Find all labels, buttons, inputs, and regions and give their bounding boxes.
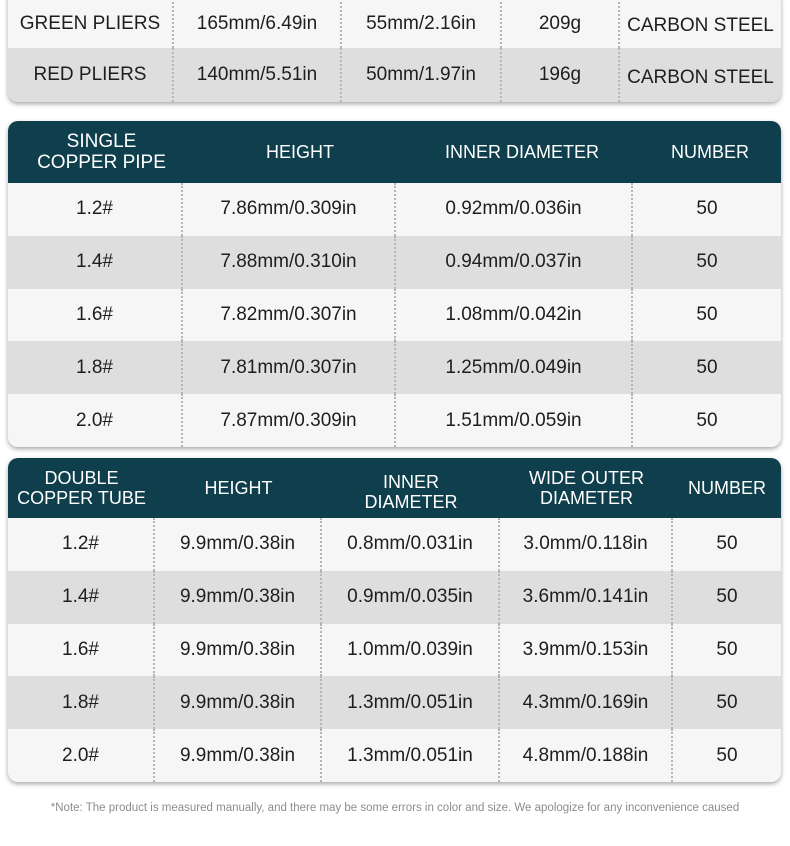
- table-row: [8, 341, 781, 394]
- header-inner-diameter: [322, 458, 500, 518]
- size-cell: 1.2#: [8, 518, 155, 571]
- height-cell: 7.88mm/0.310in: [183, 236, 396, 289]
- pliers-material-cell: CARBON STEEL: [627, 67, 774, 88]
- header-inner-diameter: INNER DIAMETER: [444, 142, 599, 162]
- header-outer-diameter: [500, 458, 673, 518]
- header-height: HEIGHT: [204, 478, 273, 498]
- pliers-weight-cell: 196g: [502, 48, 620, 102]
- height-cell: 9.9mm/0.38in: [155, 729, 322, 782]
- header-height: HEIGHT: [265, 142, 334, 162]
- pliers-weight-cell: 209g: [502, 0, 620, 48]
- table-row: [8, 394, 781, 447]
- table-row: [8, 289, 781, 342]
- inner-diameter-cell: 1.3mm/0.051in: [322, 729, 500, 782]
- pliers-spec-table: [8, 0, 781, 102]
- pliers-jaw-cell: 50mm/1.97in: [342, 48, 502, 102]
- header-type: [8, 458, 155, 518]
- table-header: [8, 121, 781, 183]
- inner-diameter-cell: 0.94mm/0.037in: [396, 236, 633, 289]
- height-cell: 9.9mm/0.38in: [155, 676, 322, 729]
- header-type-line2: COPPER PIPE: [37, 152, 166, 173]
- outer-diameter-cell: 4.3mm/0.169in: [500, 676, 673, 729]
- table-row: [8, 236, 781, 289]
- height-cell: 7.86mm/0.309in: [183, 183, 396, 236]
- height-cell: 7.87mm/0.309in: [183, 394, 396, 447]
- height-cell: 9.9mm/0.38in: [155, 518, 322, 571]
- pliers-name-cell: GREEN PLIERS: [8, 0, 174, 48]
- height-cell: 7.82mm/0.307in: [183, 289, 396, 342]
- inner-diameter-cell: 0.8mm/0.031in: [322, 518, 500, 571]
- number-cell: 50: [716, 691, 738, 713]
- size-cell: 1.6#: [8, 624, 155, 677]
- inner-diameter-cell: 1.3mm/0.051in: [322, 676, 500, 729]
- size-cell: 1.4#: [8, 236, 183, 289]
- pliers-jaw-cell: 55mm/2.16in: [342, 0, 502, 48]
- height-cell: 9.9mm/0.38in: [155, 624, 322, 677]
- pliers-material-cell: CARBON STEEL: [627, 15, 774, 36]
- inner-diameter-cell: 1.51mm/0.059in: [396, 394, 633, 447]
- inner-diameter-cell: 1.25mm/0.049in: [396, 341, 633, 394]
- table-row: [8, 48, 781, 102]
- pliers-length-cell: 140mm/5.51in: [174, 48, 342, 102]
- header-type-line1: SINGLE: [66, 131, 137, 152]
- number-cell: 50: [696, 303, 718, 325]
- table-row: [8, 571, 781, 624]
- outer-diameter-cell: 3.6mm/0.141in: [500, 571, 673, 624]
- pliers-name-cell: RED PLIERS: [8, 48, 174, 102]
- outer-diameter-cell: 4.8mm/0.188in: [500, 729, 673, 782]
- header-type: [8, 121, 195, 183]
- height-cell: 9.9mm/0.38in: [155, 571, 322, 624]
- size-cell: 2.0#: [8, 729, 155, 782]
- table-row: [8, 729, 781, 782]
- size-cell: 1.8#: [8, 341, 183, 394]
- height-cell: 7.81mm/0.307in: [183, 341, 396, 394]
- table-row: [8, 0, 781, 48]
- inner-diameter-cell: 0.92mm/0.036in: [396, 183, 633, 236]
- inner-diameter-cell: 1.0mm/0.039in: [322, 624, 500, 677]
- header-inner-line1: INNER: [382, 472, 439, 492]
- header-number: NUMBER: [687, 478, 766, 498]
- inner-diameter-cell: 1.08mm/0.042in: [396, 289, 633, 342]
- outer-diameter-cell: 3.0mm/0.118in: [500, 518, 673, 571]
- size-cell: 2.0#: [8, 394, 183, 447]
- header-outer-line2: DIAMETER: [539, 488, 633, 508]
- number-cell: 50: [696, 198, 718, 220]
- size-cell: 1.2#: [8, 183, 183, 236]
- header-outer-line1: WIDE OUTER: [529, 468, 644, 488]
- table-header: [8, 458, 781, 518]
- outer-diameter-cell: 3.9mm/0.153in: [500, 624, 673, 677]
- footnote: *Note: The product is measured manually, and there may be some errors in color and size. We apologize for any inconvenience caused: [50, 802, 740, 814]
- number-cell: 50: [696, 356, 718, 378]
- table-row: [8, 518, 781, 571]
- number-cell: 50: [716, 586, 738, 608]
- header-number: NUMBER: [670, 142, 749, 162]
- number-cell: 50: [696, 409, 718, 431]
- header-inner-line2: DIAMETER: [364, 492, 458, 512]
- table-row: [8, 676, 781, 729]
- pliers-length-cell: 165mm/6.49in: [174, 0, 342, 48]
- single-copper-pipe-table: [8, 121, 781, 447]
- size-cell: 1.6#: [8, 289, 183, 342]
- double-copper-tube-table: [8, 458, 781, 782]
- number-cell: 50: [716, 744, 738, 766]
- size-cell: 1.8#: [8, 676, 155, 729]
- header-type-line2: COPPER TUBE: [17, 488, 146, 508]
- table-row: [8, 624, 781, 677]
- number-cell: 50: [716, 638, 738, 660]
- inner-diameter-cell: 0.9mm/0.035in: [322, 571, 500, 624]
- number-cell: 50: [696, 251, 718, 273]
- size-cell: 1.4#: [8, 571, 155, 624]
- header-type-line1: DOUBLE: [44, 468, 119, 488]
- number-cell: 50: [716, 533, 738, 555]
- table-row: [8, 183, 781, 236]
